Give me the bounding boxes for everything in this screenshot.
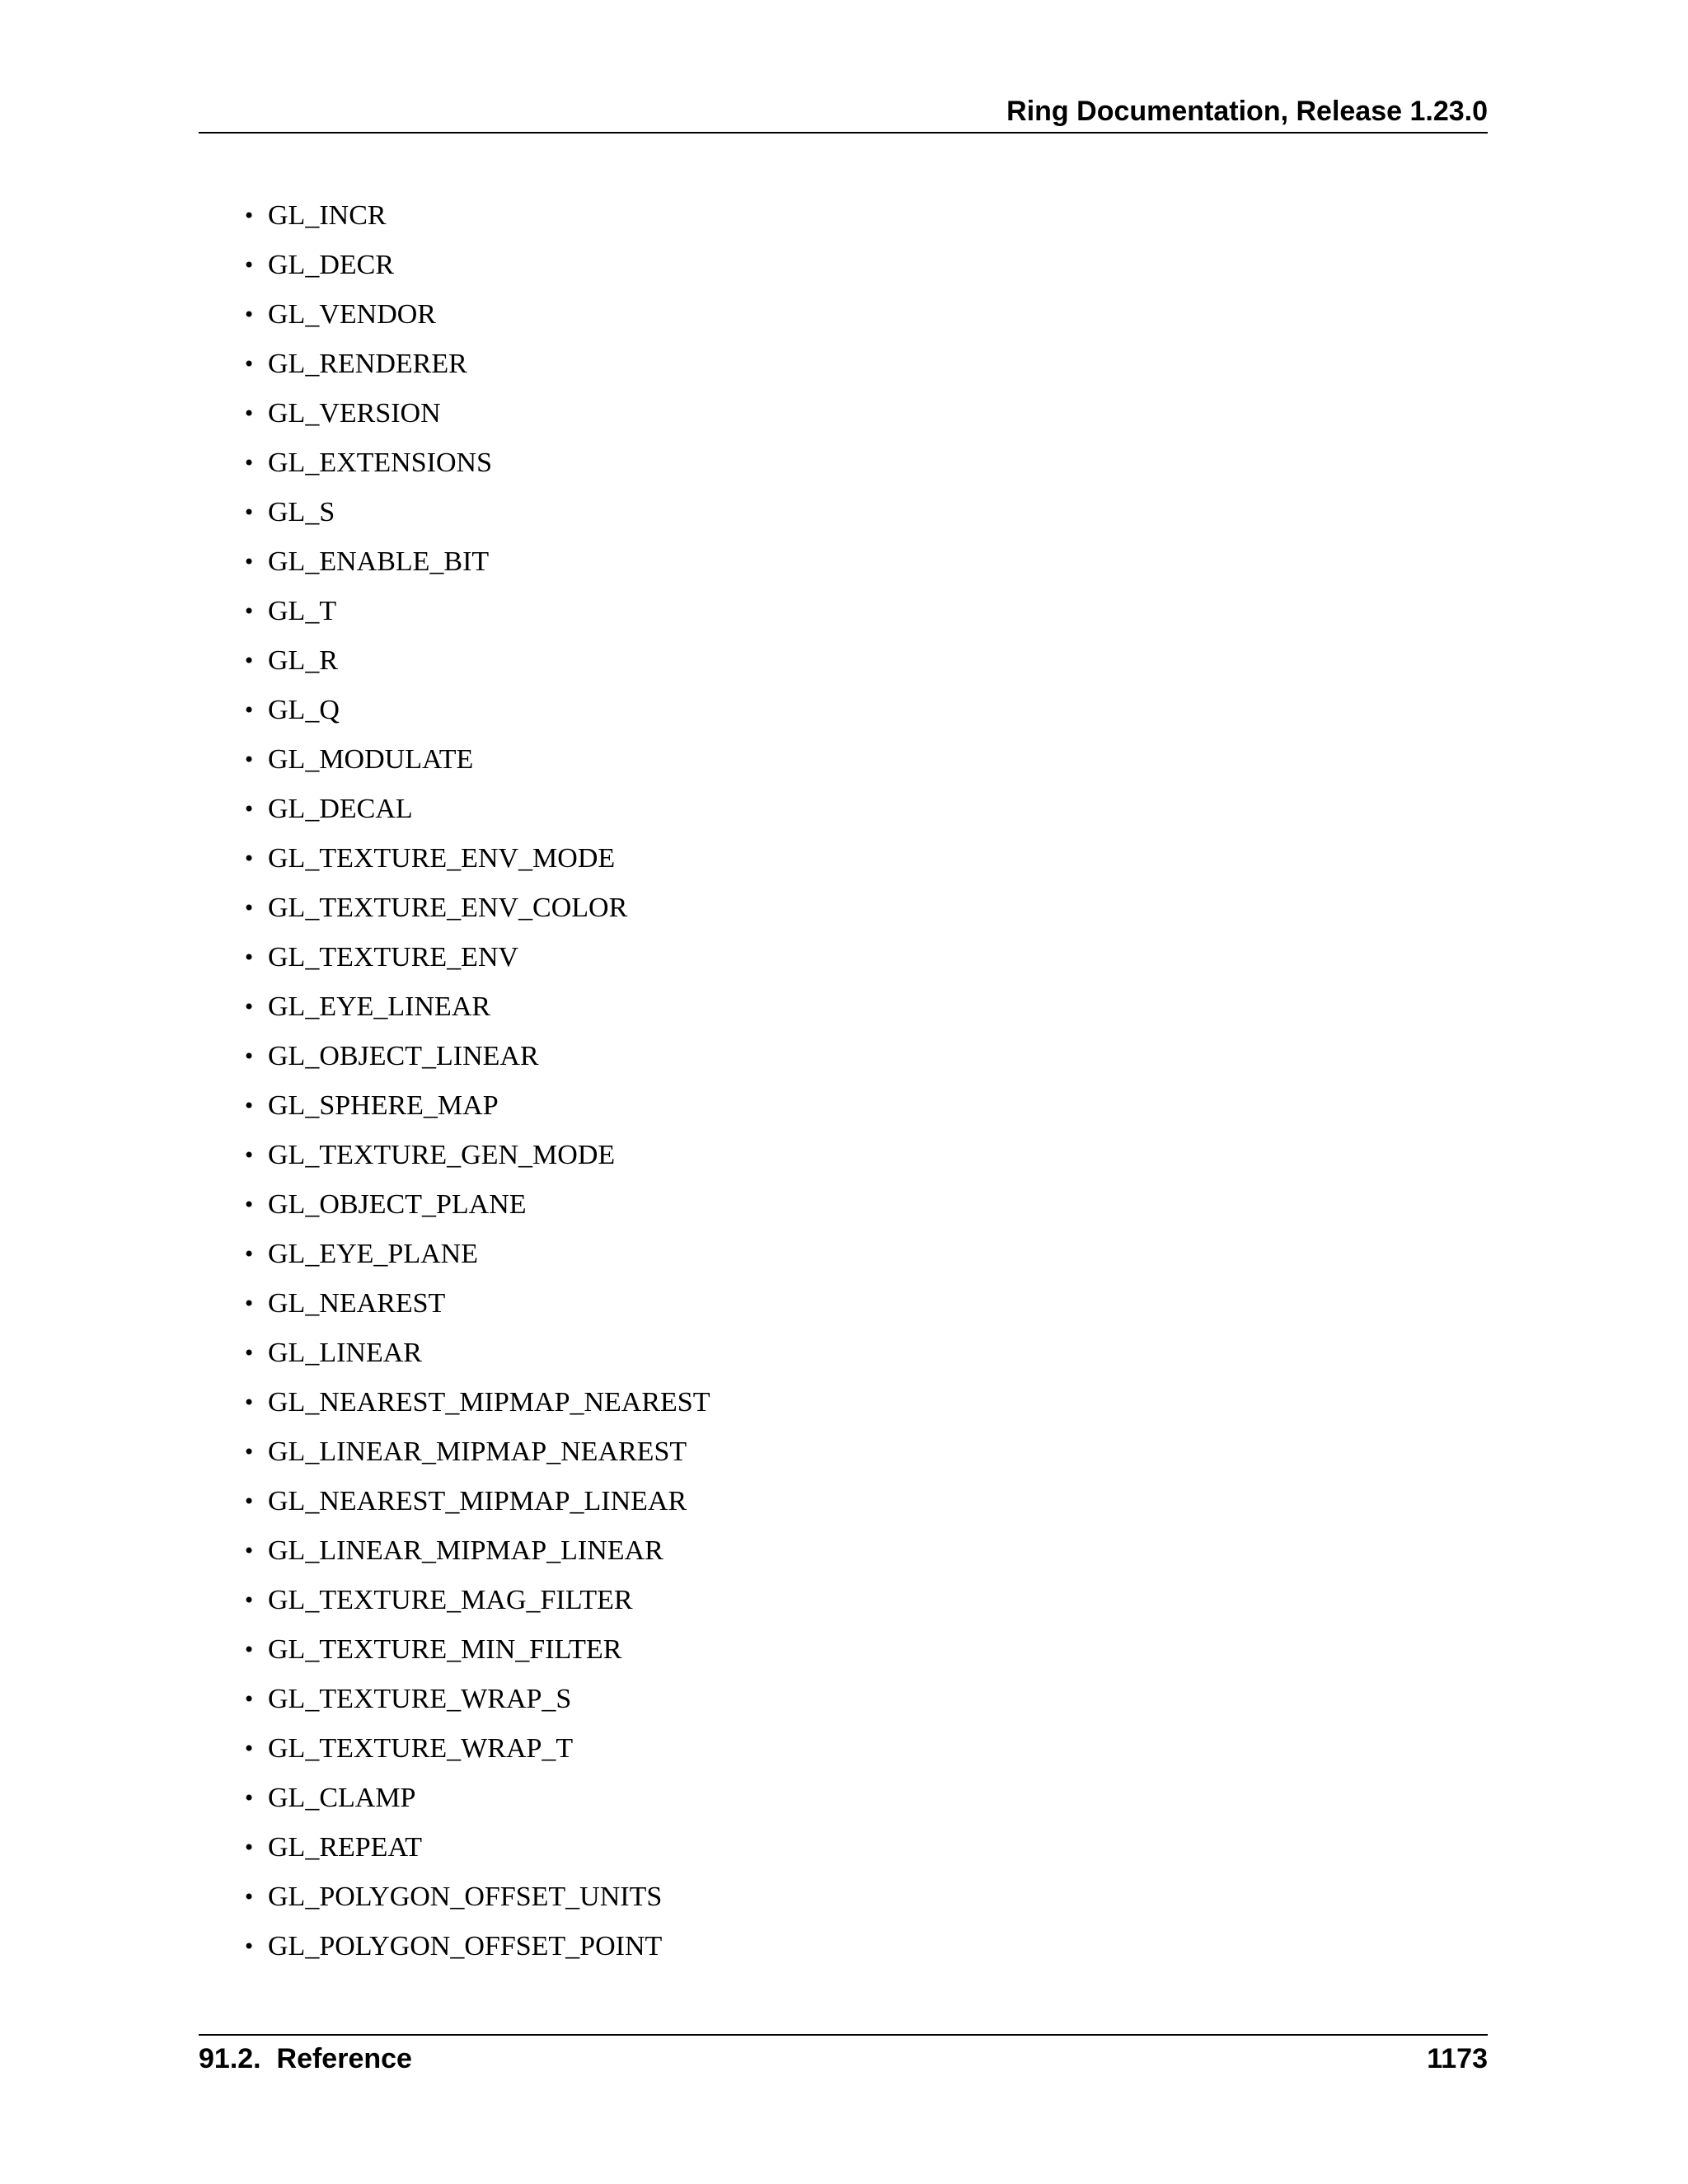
bullet-icon: •	[243, 649, 256, 673]
list-item	[243, 686, 710, 735]
constant-name: GL_LINEAR_MIPMAP_LINEAR	[268, 1535, 663, 1566]
list-item	[243, 1724, 710, 1774]
list-item	[243, 1378, 710, 1427]
constant-name: GL_OBJECT_LINEAR	[268, 1041, 539, 1071]
list-item	[243, 1032, 710, 1081]
constant-name: GL_TEXTURE_MAG_FILTER	[268, 1585, 633, 1615]
bullet-icon: •	[243, 1787, 256, 1810]
bullet-icon: •	[243, 1935, 256, 1958]
constant-name: GL_EXTENSIONS	[268, 448, 492, 478]
bullet-icon: •	[243, 1886, 256, 1909]
bullet-icon: •	[243, 1243, 256, 1266]
list-item	[243, 1180, 710, 1230]
bullet-icon: •	[243, 303, 256, 326]
bullet-icon: •	[243, 1638, 256, 1661]
list-item	[243, 537, 710, 587]
bullet-icon: •	[243, 501, 256, 524]
bullet-icon: •	[243, 1441, 256, 1464]
bullet-icon: •	[243, 847, 256, 870]
list-item	[243, 834, 710, 883]
constant-name: GL_LINEAR	[268, 1338, 422, 1368]
bullet-icon: •	[243, 600, 256, 623]
constant-name: GL_INCR	[268, 200, 387, 231]
bullet-icon: •	[243, 254, 256, 277]
constant-name: GL_TEXTURE_ENV_COLOR	[268, 893, 628, 923]
constant-name: GL_TEXTURE_WRAP_T	[268, 1733, 574, 1764]
bullet-icon: •	[243, 946, 256, 969]
bullet-icon: •	[243, 402, 256, 425]
list-item	[243, 191, 710, 241]
constant-name: GL_TEXTURE_WRAP_S	[268, 1684, 572, 1714]
list-item	[243, 1625, 710, 1675]
bullet-icon: •	[243, 204, 256, 227]
bullet-icon: •	[243, 1688, 256, 1711]
bullet-icon: •	[243, 1342, 256, 1365]
constant-name: GL_Q	[268, 695, 340, 725]
constant-name: GL_REPEAT	[268, 1832, 422, 1863]
list-item	[243, 735, 710, 785]
bullet-icon: •	[243, 551, 256, 574]
list-item	[243, 1823, 710, 1872]
constant-name: GL_S	[268, 497, 335, 527]
list-item	[243, 438, 710, 488]
constant-name: GL_POLYGON_OFFSET_POINT	[268, 1931, 663, 1961]
page-number: 1173	[1427, 2043, 1488, 2074]
list-item	[243, 1081, 710, 1131]
bullet-icon: •	[243, 1045, 256, 1068]
constant-name: GL_DECR	[268, 250, 394, 280]
constant-name: GL_ENABLE_BIT	[268, 546, 490, 577]
bullet-icon: •	[243, 1540, 256, 1563]
bullet-icon: •	[243, 1490, 256, 1513]
list-item	[243, 1774, 710, 1823]
list-item	[243, 1329, 710, 1378]
list-item	[243, 1576, 710, 1625]
constant-name: GL_NEAREST_MIPMAP_NEAREST	[268, 1387, 710, 1418]
list-item	[243, 1131, 710, 1180]
list-item	[243, 1922, 710, 1971]
list-item	[243, 1872, 710, 1922]
list-item	[243, 1427, 710, 1477]
bullet-icon: •	[243, 748, 256, 771]
bullet-icon: •	[243, 699, 256, 722]
bullet-icon: •	[243, 1737, 256, 1760]
constant-name: GL_VERSION	[268, 398, 441, 429]
bullet-icon: •	[243, 798, 256, 821]
constant-name: GL_NEAREST_MIPMAP_LINEAR	[268, 1486, 687, 1516]
constant-name: GL_LINEAR_MIPMAP_NEAREST	[268, 1436, 687, 1467]
document-title: Ring Documentation, Release 1.23.0	[1006, 96, 1488, 127]
bullet-icon: •	[243, 1193, 256, 1216]
bullet-icon: •	[243, 1836, 256, 1859]
bullet-icon: •	[243, 897, 256, 920]
constant-name: GL_OBJECT_PLANE	[268, 1189, 527, 1220]
constant-name: GL_VENDOR	[268, 299, 436, 330]
section-title: 91.2. Reference	[199, 2043, 412, 2074]
constant-list	[243, 191, 710, 1971]
list-item	[243, 1526, 710, 1576]
constant-name: GL_MODULATE	[268, 744, 474, 775]
list-item	[243, 1675, 710, 1724]
bullet-icon: •	[243, 353, 256, 376]
list-item	[243, 488, 710, 537]
constant-name: GL_TEXTURE_ENV_MODE	[268, 843, 616, 874]
constant-name: GL_T	[268, 596, 337, 626]
constant-name: GL_RENDERER	[268, 349, 467, 379]
constant-name: GL_CLAMP	[268, 1783, 416, 1813]
list-item	[243, 389, 710, 438]
list-item	[243, 1477, 710, 1526]
list-item	[243, 290, 710, 340]
constant-name: GL_R	[268, 645, 338, 676]
constant-name: GL_EYE_LINEAR	[268, 991, 491, 1022]
constant-name: GL_TEXTURE_GEN_MODE	[268, 1140, 616, 1170]
constant-name: GL_EYE_PLANE	[268, 1239, 478, 1269]
list-item	[243, 587, 710, 636]
list-item	[243, 982, 710, 1032]
constant-name: GL_DECAL	[268, 794, 413, 824]
constant-name: GL_POLYGON_OFFSET_UNITS	[268, 1882, 663, 1912]
page-footer	[199, 2034, 1488, 2085]
bullet-icon: •	[243, 996, 256, 1019]
list-item	[243, 241, 710, 290]
constant-name: GL_SPHERE_MAP	[268, 1090, 499, 1121]
list-item	[243, 340, 710, 389]
bullet-icon: •	[243, 452, 256, 475]
page-header	[199, 91, 1488, 134]
bullet-icon: •	[243, 1292, 256, 1315]
list-item	[243, 883, 710, 933]
constant-name: GL_TEXTURE_ENV	[268, 942, 519, 972]
bullet-icon: •	[243, 1391, 256, 1414]
list-item	[243, 933, 710, 982]
bullet-icon: •	[243, 1589, 256, 1612]
list-item	[243, 636, 710, 686]
bullet-icon: •	[243, 1094, 256, 1118]
bullet-icon: •	[243, 1144, 256, 1167]
list-item	[243, 785, 710, 834]
list-item	[243, 1279, 710, 1329]
constant-name: GL_TEXTURE_MIN_FILTER	[268, 1634, 622, 1665]
list-item	[243, 1230, 710, 1279]
constant-name: GL_NEAREST	[268, 1288, 446, 1319]
